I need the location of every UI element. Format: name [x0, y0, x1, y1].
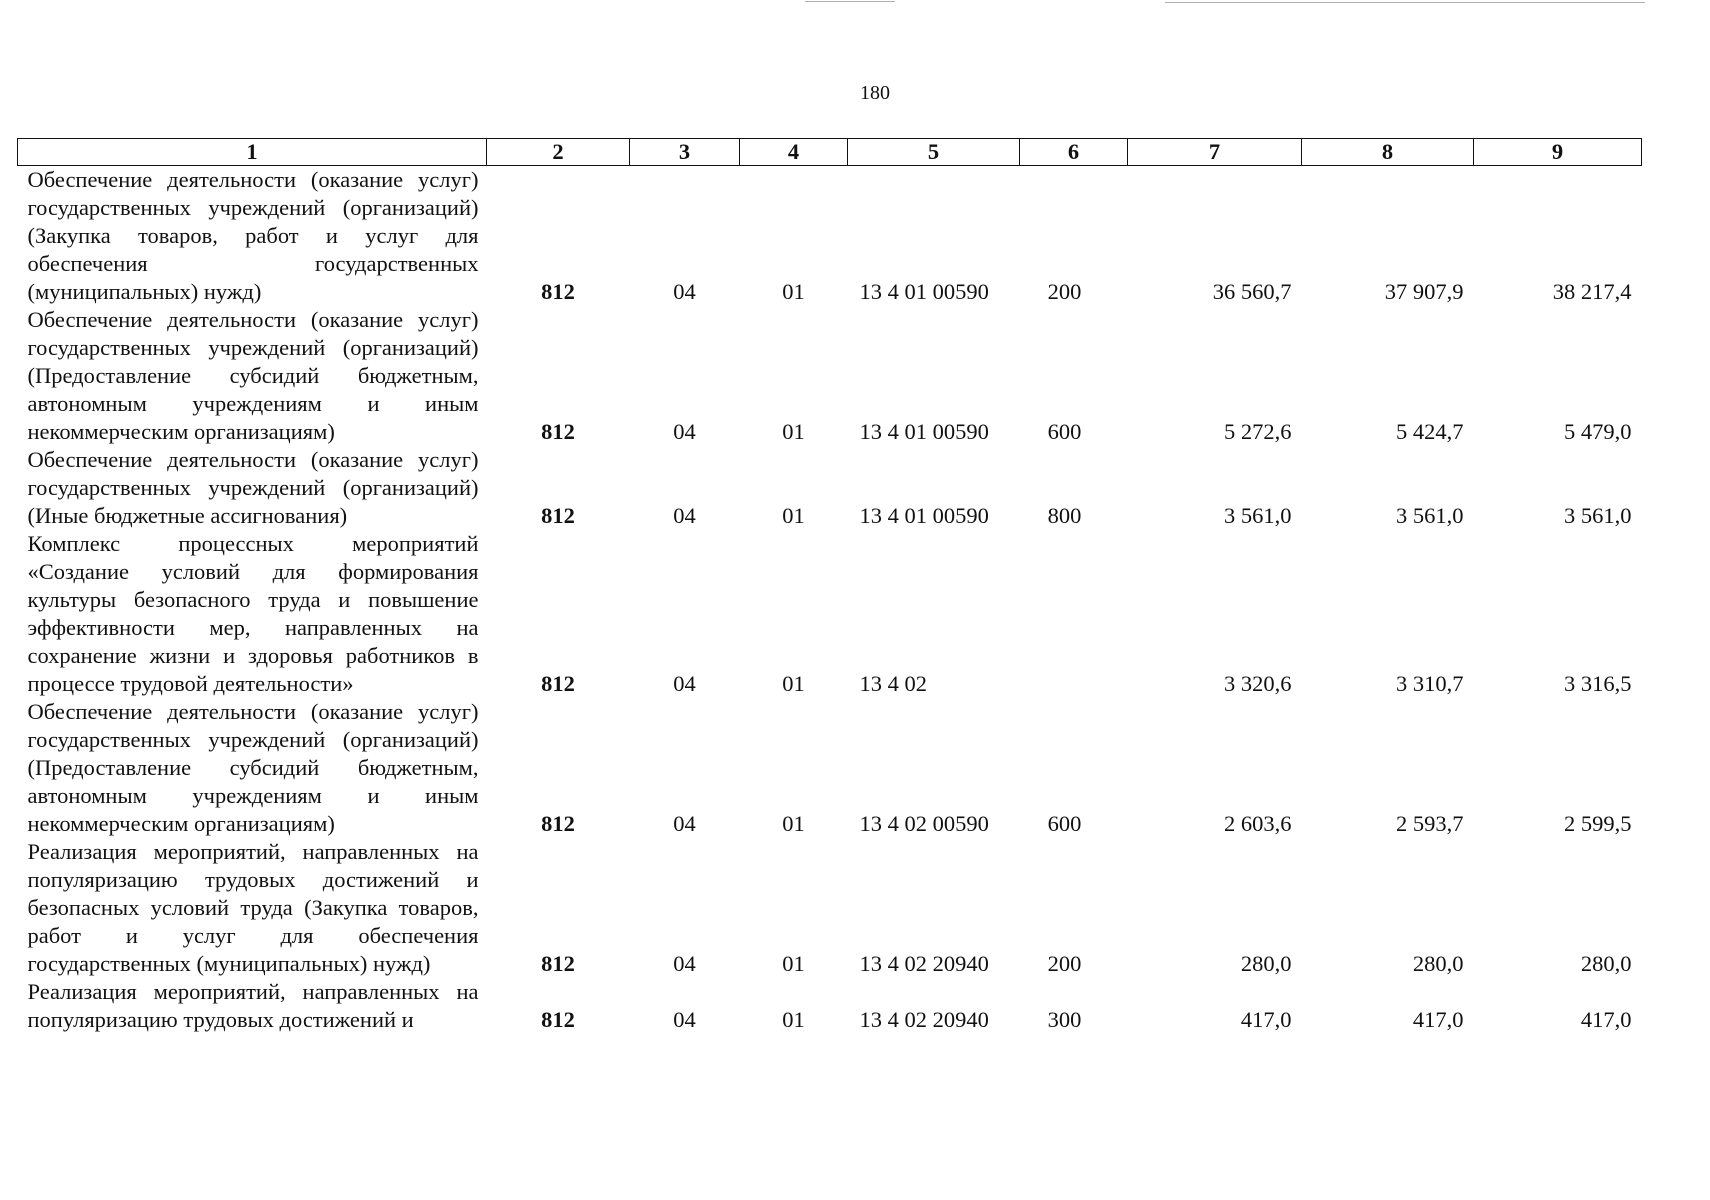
ministry-code: 812 — [541, 503, 575, 528]
amount-col7: 3 320,6 — [1224, 671, 1292, 696]
budget-table — [17, 138, 1642, 1034]
subsection-code: 01 — [782, 1007, 805, 1032]
scan-artifact-line — [805, 1, 895, 2]
ministry-code: 812 — [541, 951, 575, 976]
amount-col8: 3 310,7 — [1396, 671, 1464, 696]
target-article-code: 13 4 01 00590 — [859, 503, 989, 528]
row-description: Реализация мероприятий, направленных на популяризацию трудовых достижений и безопасных условий труда (Закупка товаров, работ и услуг для обеспечения государственных (муниципальных) нужд) — [27, 839, 479, 976]
target-article-code: 13 4 02 00590 — [859, 811, 989, 836]
section-code: 04 — [673, 1007, 696, 1032]
subsection-code: 01 — [782, 279, 805, 304]
ministry-code: 812 — [541, 1007, 575, 1032]
expense-type-code: 300 — [1047, 1007, 1082, 1032]
expense-type-code — [1020, 530, 1128, 698]
ministry-code: 812 — [541, 419, 575, 444]
page-number: 180 — [860, 82, 890, 104]
column-header: 2 — [487, 139, 630, 166]
column-header: 4 — [740, 139, 848, 166]
section-code: 04 — [673, 419, 696, 444]
amount-col7: 3 561,0 — [1224, 503, 1292, 528]
amount-col9: 3 561,0 — [1564, 503, 1632, 528]
section-code: 04 — [673, 811, 696, 836]
expense-type-code: 600 — [1047, 419, 1082, 444]
amount-col9: 5 479,0 — [1564, 419, 1632, 444]
target-article-code: 13 4 01 00590 — [859, 279, 989, 304]
ministry-code: 812 — [541, 811, 575, 836]
amount-col8: 417,0 — [1412, 1007, 1464, 1032]
subsection-code: 01 — [782, 951, 805, 976]
table-row — [18, 838, 1642, 978]
row-description: Обеспечение деятельности (оказание услуг) государственных учреждений (организаций) (Закупка товаров, работ и услуг для обеспечения государственных (муниципальных) нужд) — [27, 167, 479, 304]
column-header: 3 — [630, 139, 740, 166]
amount-col7: 280,0 — [1240, 951, 1292, 976]
table-row — [18, 978, 1642, 1034]
subsection-code: 01 — [782, 503, 805, 528]
column-header: 7 — [1128, 139, 1302, 166]
target-article-code: 13 4 02 20940 — [859, 1007, 989, 1032]
amount-col7: 5 272,6 — [1224, 419, 1292, 444]
target-article-code: 13 4 02 — [859, 671, 927, 696]
amount-col7: 2 603,6 — [1224, 811, 1292, 836]
amount-col9: 280,0 — [1580, 951, 1632, 976]
amount-col8: 280,0 — [1412, 951, 1464, 976]
amount-col8: 3 561,0 — [1396, 503, 1464, 528]
amount-col8: 2 593,7 — [1396, 811, 1464, 836]
section-code: 04 — [673, 279, 696, 304]
amount-col9: 417,0 — [1580, 1007, 1632, 1032]
column-header: 1 — [18, 139, 487, 166]
table-row — [18, 306, 1642, 446]
row-description: Обеспечение деятельности (оказание услуг) государственных учреждений (организаций) (Иные бюджетные ассигнования) — [27, 447, 479, 528]
table-row — [18, 166, 1642, 307]
ministry-code: 812 — [541, 671, 575, 696]
amount-col9: 2 599,5 — [1564, 811, 1632, 836]
ministry-code: 812 — [541, 279, 575, 304]
row-description: Обеспечение деятельности (оказание услуг) государственных учреждений (организаций) (Предоставление субсидий бюджетным, автономным учреждениям и иным некоммерческим организациям) — [27, 699, 479, 836]
table-header-row — [18, 139, 1642, 166]
column-header: 8 — [1302, 139, 1474, 166]
section-code: 04 — [673, 671, 696, 696]
section-code: 04 — [673, 951, 696, 976]
expense-type-code: 800 — [1047, 503, 1082, 528]
section-code: 04 — [673, 503, 696, 528]
column-header: 5 — [848, 139, 1020, 166]
row-description: Реализация мероприятий, направленных на популяризацию трудовых достижений и — [27, 979, 479, 1032]
target-article-code: 13 4 01 00590 — [859, 419, 989, 444]
expense-type-code: 200 — [1047, 951, 1082, 976]
table-row — [18, 698, 1642, 838]
amount-col9: 3 316,5 — [1564, 671, 1632, 696]
target-article-code: 13 4 02 20940 — [859, 951, 989, 976]
subsection-code: 01 — [782, 811, 805, 836]
amount-col8: 5 424,7 — [1396, 419, 1464, 444]
column-header: 6 — [1020, 139, 1128, 166]
subsection-code: 01 — [782, 419, 805, 444]
row-description: Обеспечение деятельности (оказание услуг) государственных учреждений (организаций) (Предоставление субсидий бюджетным, автономным учреждениям и иным некоммерческим организациям) — [27, 307, 479, 444]
column-header: 9 — [1474, 139, 1642, 166]
scan-artifact-line — [1165, 2, 1645, 3]
expense-type-code: 200 — [1047, 279, 1082, 304]
subsection-code: 01 — [782, 671, 805, 696]
amount-col9: 38 217,4 — [1552, 279, 1632, 304]
table-row — [18, 530, 1642, 698]
amount-col7: 36 560,7 — [1212, 279, 1292, 304]
table-row — [18, 446, 1642, 530]
row-description: Комплекс процессных мероприятий «Создание условий для формирования культуры безопасного труда и повышение эффективности мер, направленных на сохранение жизни и здоровья работников в процессе трудовой деятельности» — [27, 531, 479, 696]
amount-col8: 37 907,9 — [1384, 279, 1464, 304]
amount-col7: 417,0 — [1240, 1007, 1292, 1032]
expense-type-code: 600 — [1047, 811, 1082, 836]
